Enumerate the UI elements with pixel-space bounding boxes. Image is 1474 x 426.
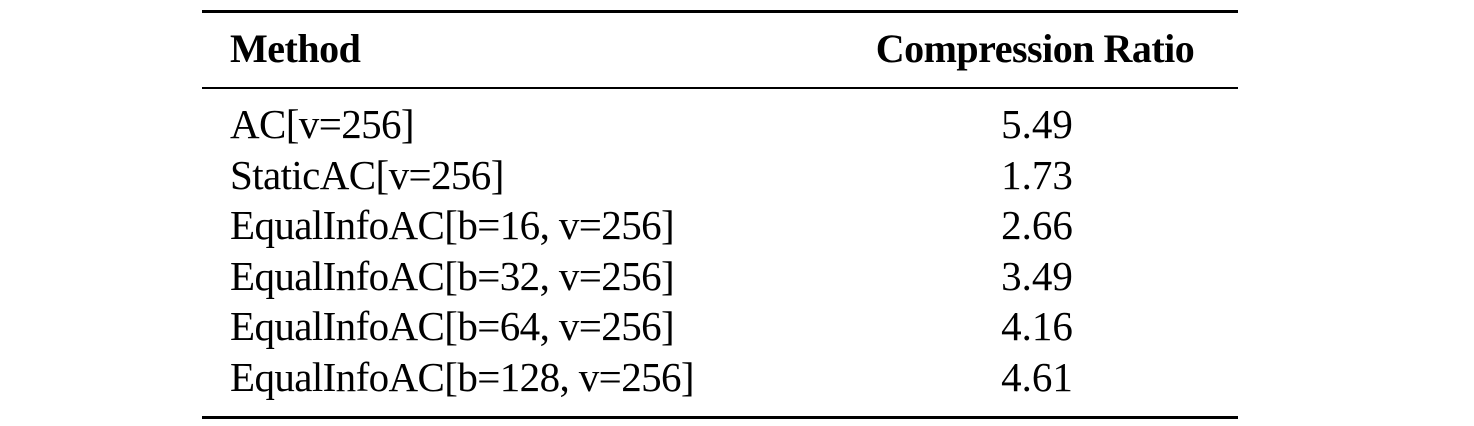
header-compression-ratio: Compression Ratio (875, 25, 1195, 71)
table-row (202, 251, 1238, 302)
header-method: Method (230, 25, 361, 71)
method-cell: EqualInfoAC[b=32, v=256] (230, 252, 675, 299)
ratio-cell: 5.49 (1001, 101, 1073, 148)
ratio-cell: 3.49 (1001, 252, 1073, 299)
results-table (202, 10, 1238, 419)
table-row (202, 301, 1238, 352)
ratio-cell: 2.66 (1001, 202, 1073, 249)
table-row (202, 200, 1238, 251)
bottom-rule (202, 416, 1238, 419)
table-body (202, 89, 1238, 402)
table-header (202, 13, 1238, 75)
ratio-cell: 1.73 (1001, 151, 1073, 198)
method-cell: StaticAC[v=256] (230, 151, 504, 198)
method-cell: EqualInfoAC[b=16, v=256] (230, 202, 675, 249)
ratio-cell: 4.16 (1001, 303, 1073, 350)
method-cell: EqualInfoAC[b=64, v=256] (230, 303, 675, 350)
table-row (202, 99, 1238, 150)
method-cell: AC[v=256] (230, 101, 414, 148)
table-row (202, 150, 1238, 201)
method-cell: EqualInfoAC[b=128, v=256] (230, 353, 694, 400)
ratio-cell: 4.61 (1001, 353, 1073, 400)
table-row (202, 352, 1238, 403)
